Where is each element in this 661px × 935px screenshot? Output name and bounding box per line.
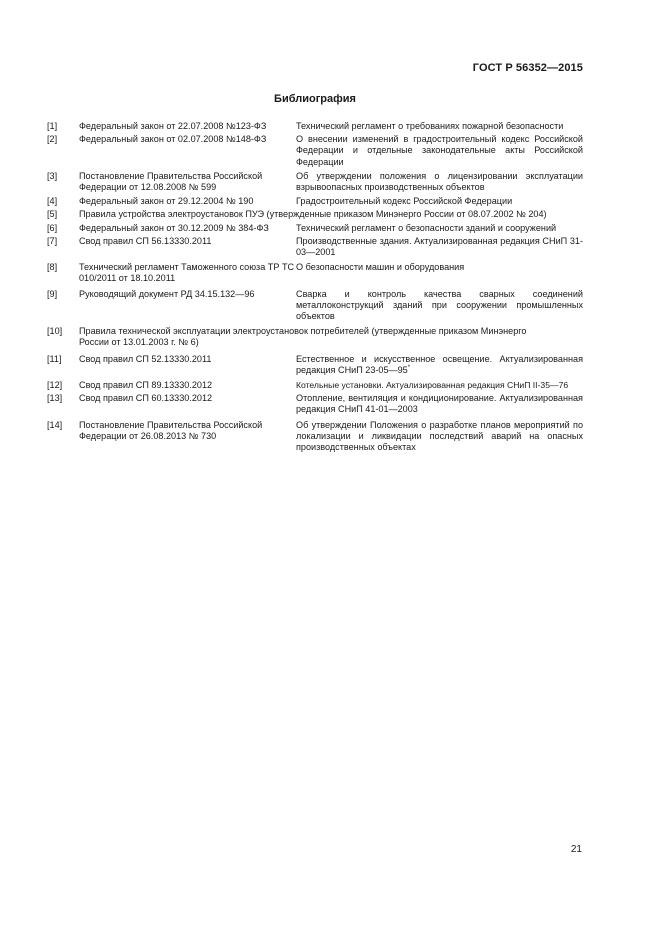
entry-title: Градостроительный кодекс Российской Федерации (296, 196, 513, 207)
entry-number: [7] (47, 235, 58, 246)
bibliography-entry-3 (47, 171, 583, 193)
entry-source: Федеральный закон от 02.07.2008 №148-ФЗ (79, 134, 267, 145)
bibliography-entry-13 (47, 393, 583, 415)
entry-title: Производственные здания. Актуализированная редакция СНиП 31-03—2001 (296, 235, 583, 258)
entry-number: [8] (47, 262, 58, 273)
bibliography-entry-2 (47, 134, 583, 168)
page-number: 21 (570, 844, 582, 855)
entry-source: Постановление Правительства Российской Федерации от 26.08.2013 № 730 (79, 419, 263, 441)
entry-full-text: Правила устройства электроустановок ПУЭ (утвержденные приказом Минэнерго России от 08.07.2002 № 204) (79, 209, 547, 220)
entry-number: [4] (47, 196, 58, 207)
entry-title (296, 354, 583, 376)
bibliography-entry-14 (47, 420, 583, 454)
bibliography-list (47, 121, 583, 453)
entry-number: [11] (47, 353, 62, 364)
entry-number: [2] (47, 134, 58, 145)
entry-number: [13] (47, 393, 63, 404)
entry-source: Технический регламент Таможенного союза ТР ТС 010/2011 от 18.10.2011 (79, 262, 295, 284)
bibliography-entry-4 (47, 196, 583, 207)
entry-source: Руководящий документ РД 34.15.132—96 (79, 288, 255, 299)
entry-title: Отопление, вентиляция и кондиционирование. Актуализированная редакция СНиП 41-01—2003 (296, 393, 583, 415)
entry-source: Свод правил СП 60.13330.2012 (79, 393, 213, 404)
entry-source: Постановление Правительства Российской Федерации от 12.08.2008 № 599 (79, 170, 263, 193)
bibliography-entry-10 (47, 326, 583, 348)
entry-title: Котельные установки. Актуализированная редакция СНиП II-35—76 (296, 380, 569, 391)
section-title: Библиография (274, 93, 356, 105)
entry-number: [9] (47, 288, 58, 299)
entry-source: Свод правил СП 89.13330.2012 (79, 380, 213, 391)
entry-title: О безопасности машин и оборудования (296, 262, 465, 273)
bibliography-entry-12 (47, 380, 583, 391)
entry-source: Федеральный закон от 30.12.2009 № 384-ФЗ (79, 222, 269, 233)
entry-number: [14] (47, 419, 63, 430)
entry-number: [1] (47, 121, 58, 131)
bibliography-entry-7 (47, 236, 583, 258)
entry-number: [10] (47, 326, 63, 337)
entry-title-footnote-mark: * (407, 364, 411, 371)
bibliography-entry-5 (47, 209, 583, 220)
entry-title: Сварка и контроль качества сварных соединений металлоконструкций зданий при сооружении промышленных объектов (296, 288, 583, 322)
entry-source: Свод правил СП 56.13330.2011 (79, 235, 212, 246)
entry-number: [6] (47, 222, 58, 233)
entry-source: Федеральный закон от 22.07.2008 №123-ФЗ (79, 121, 267, 131)
entry-title: Об утверждении Положения о разработке планов мероприятий по локализации и ликвидации последствий аварий на опасных производственных объектах (296, 419, 583, 453)
bibliography-entry-9 (47, 289, 583, 323)
entry-number: [3] (47, 170, 58, 181)
entry-full-text: Правила технической эксплуатации электроустановок потребителей (утвержденные приказом Минэнерго России от 13.01.2003 г. № 6) (79, 326, 527, 348)
entry-title: Технический регламент о требованиях пожарной безопасности (296, 121, 564, 131)
bibliography-entry-1 (47, 121, 583, 132)
entry-source: Федеральный закон от 29.12.2004 № 190 (79, 196, 254, 207)
entry-title-text: Естественное и искусственное освещение. Актуализированная редакция СНиП 23-05—95 (296, 353, 583, 375)
entry-number: [12] (47, 380, 63, 391)
entry-title: О внесении изменений в градостроительный кодекс Российской Федерации и отдельные законодательные акты Российской Федерации (296, 134, 583, 167)
bibliography-entry-11 (47, 354, 583, 376)
entry-source: Свод правил СП 52.13330.2011 (79, 353, 212, 364)
document-code: ГОСТ Р 56352—2015 (472, 62, 583, 74)
bibliography-entry-6 (47, 223, 583, 234)
entry-number: [5] (47, 209, 58, 220)
bibliography-entry-8 (47, 262, 583, 284)
entry-title: Об утверждении положения о лицензировании эксплуатации взрывоопасных производственных объектов (296, 170, 583, 193)
entry-title: Технический регламент о безопасности зданий и сооружений (296, 222, 557, 233)
